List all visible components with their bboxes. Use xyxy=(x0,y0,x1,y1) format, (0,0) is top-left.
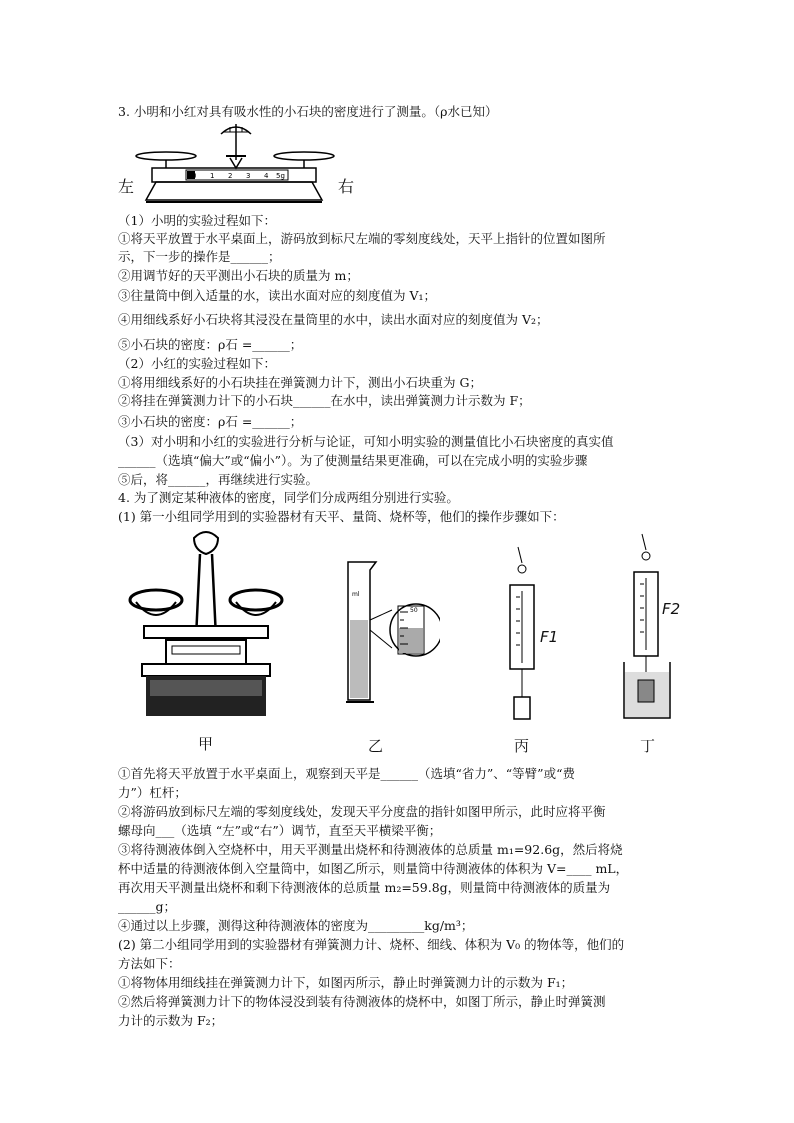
scale-tick-5g: 5g xyxy=(276,172,285,180)
left-label: 左 xyxy=(118,177,135,196)
q3-part2-step3: ③小石块的密度：ρ石 =______； xyxy=(118,414,303,429)
scale-tick-1: 1 xyxy=(210,172,215,180)
q3-part1-heading: （1）小明的实验过程如下： xyxy=(118,213,276,228)
q3-step4: ④用细线系好小石块将其浸没在量筒里的水中，读出水面对应的刻度值为 V₂； xyxy=(118,312,549,327)
q3-step3: ③往量筒中倒入适量的水，读出水面对应的刻度值为 V₁； xyxy=(118,288,437,303)
q3-step2: ②用调节好的天平测出小石块的质量为 m； xyxy=(118,268,359,283)
q4-part1-heading: (1) 第一小组同学用到的实验器材有天平、量筒、烧杯等，他们的操作步骤如下： xyxy=(118,509,565,524)
scale-tick-0: 0 xyxy=(192,172,197,180)
cylinder-unit: ml xyxy=(352,591,360,598)
label-f1: F1 xyxy=(540,628,559,646)
scale-tick-3: 3 xyxy=(246,172,251,180)
q4-a1-line1: ①首先将天平放置于水平桌面上，观察到天平是______（选填“省力”、“等臂”或“费 xyxy=(118,766,575,781)
q3-step5: ⑤小石块的密度：ρ石 =______； xyxy=(118,337,303,352)
caption-yi: 乙 xyxy=(368,737,384,755)
q4-a1-line2: 力”）杠杆； xyxy=(118,785,187,800)
scale-tick-2: 2 xyxy=(228,172,233,180)
right-label: 右 xyxy=(338,177,355,196)
caption-ding: 丁 xyxy=(640,737,656,755)
q3-part2-step2: ②将挂在弹簧测力计下的小石块______在水中，读出弹簧测力计示数为 F； xyxy=(118,393,531,408)
q3-part3-line2: ______（选填“偏大”或“偏小”）。为了使测量结果更准确，可以在完成小明的实验步骤 xyxy=(118,453,588,468)
q3-part3-line1: （3）对小明和小红的实验进行分析与论证，可知小明实验的测量值比小石块密度的真实值 xyxy=(118,434,614,449)
lab-balance-diagram xyxy=(126,528,286,728)
q3-part3-line3: ⑤后，将______，再继续进行实验。 xyxy=(118,472,319,487)
q4-a4: ④通过以上步骤，测得这种待测液体的密度为_________kg/m³； xyxy=(118,918,474,933)
q4-title: 4. 为了测定某种液体的密度，同学们分成两组分别进行实验。 xyxy=(118,490,459,505)
q4-part2-line2: 方法如下： xyxy=(118,956,181,971)
q4-b2-line2: 力计的示数为 F₂； xyxy=(118,1013,224,1028)
q4-b1: ①将物体用细线挂在弹簧测力计下，如图丙所示，静止时弹簧测力计的示数为 F₁； xyxy=(118,975,574,990)
balance-scale-diagram xyxy=(126,120,366,212)
q3-step1-line1: ①将天平放置于水平桌面上，游码放到标尺左端的零刻度线处，天平上指针的位置如图所 xyxy=(118,231,606,246)
q3-title: 3. 小明和小红对具有吸水性的小石块的密度进行了测量。（ρ水已知） xyxy=(118,104,498,119)
q3-part2-step1: ①将用细线系好的小石块挂在弹簧测力计下，测出小石块重为 G； xyxy=(118,375,482,390)
cylinder-mark-50: 50 xyxy=(410,607,418,614)
spring-scale-ding-diagram xyxy=(616,532,686,722)
q4-a3-line2: 杯中适量的待测液体倒入空量筒中，如图乙所示，则量筒中待测液体的体积为 V=____ mL， xyxy=(118,861,629,876)
caption-jia: 甲 xyxy=(198,735,214,753)
q4-b2-line1: ②然后将弹簧测力计下的物体浸没到装有待测液体的烧杯中，如图丁所示，静止时弹簧测 xyxy=(118,994,606,1009)
label-f2: F2 xyxy=(662,600,681,618)
q3-part2-heading: （2）小红的实验过程如下： xyxy=(118,356,276,371)
q4-a2-line2: 螺母向___（选填 “左”或“右”）调节，直至天平横梁平衡； xyxy=(118,823,442,838)
q4-a3-line3: 再次用天平测量出烧杯和剩下待测液体的总质量 m₂=59.8g，则量筒中待测液体的质量为 xyxy=(118,880,611,895)
scale-tick-4: 4 xyxy=(264,172,269,180)
caption-bing: 丙 xyxy=(514,737,530,755)
q3-step1-line2: 示，下一步的操作是______； xyxy=(118,249,281,264)
q4-a3-line4: ______g； xyxy=(118,899,177,914)
q4-part2-line1: (2) 第二小组同学用到的实验器材有弹簧测力计、烧杯、细线、体积为 V₀ 的物体等，他们的 xyxy=(118,937,625,952)
graduated-cylinder-diagram xyxy=(340,560,440,710)
q4-a2-line1: ②将游码放到标尺左端的零刻度线处，发现天平分度盘的指针如图甲所示，此时应将平衡 xyxy=(118,804,606,819)
q4-a3-line1: ③将待测液体倒入空烧杯中，用天平测量出烧杯和待测液体的总质量 m₁=92.6g，然后将烧 xyxy=(118,842,623,857)
